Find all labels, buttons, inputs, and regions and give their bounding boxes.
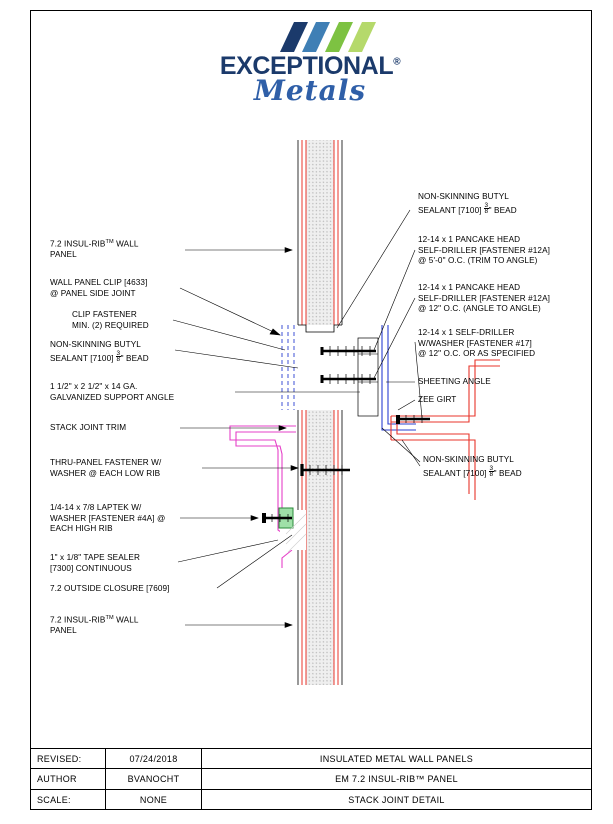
- technical-drawing: [30, 110, 592, 735]
- callout-tape-sealer: 1" x 1/8" TAPE SEALER [7300] CONTINUOUS: [50, 553, 140, 573]
- revised-value: 07/24/2018: [106, 749, 202, 768]
- title-block: [30, 748, 592, 810]
- scale-value: NONE: [106, 790, 202, 810]
- callout-non-skinning-butyl-sealant-left: NON-SKINNING BUTYL SEALANT [7100] $\frac{3}{8}$ " BEAD: [50, 340, 149, 363]
- title-block-row-revised: [31, 749, 591, 769]
- company-logo: [190, 22, 430, 112]
- callout-self-driller-washer-17: 12-14 x 1 SELF-DRILLER W/WASHER [FASTENER #17] @ 12" O.C. OR AS SPECIFIED: [418, 328, 536, 358]
- callout-laptek-fastener: 1/4-14 x 7/8 LAPTEK W/ WASHER [FASTENER #4A] @ EACH HIGH RIB: [50, 503, 166, 533]
- callout-thru-panel-fastener: THRU-PANEL FASTENER W/ WASHER @ EACH LOW RIB: [50, 458, 162, 478]
- logo-registered-mark: ®: [393, 56, 401, 68]
- logo-wordmark-text: EXCEPTIONAL: [219, 52, 394, 80]
- drawing-title-line3: STACK JOINT DETAIL: [348, 794, 445, 805]
- callout-non-skinning-butyl-sealant-top: NON-SKINNING BUTYL SEALANT [7100] $\frac{3}{8}$ " BEAD: [418, 192, 517, 215]
- callout-pancake-head-self-driller-angle: 12-14 x 1 PANCAKE HEAD SELF-DRILLER [FASTENER #12A] @ 12" O.C. (ANGLE TO ANGLE): [418, 283, 551, 313]
- callout-wall-panel-clip: WALL PANEL CLIP [4633] @ PANEL SIDE JOINT: [50, 278, 148, 298]
- title-block-row-author: [31, 769, 591, 789]
- callout-zee-girt: ZEE GIRT: [418, 395, 457, 404]
- author-label: AUTHOR: [31, 769, 106, 788]
- logo-script-text: Metals: [253, 74, 367, 107]
- logo-bars-icon: [280, 22, 385, 52]
- callout-sheeting-angle: SHEETING ANGLE: [418, 377, 491, 386]
- callout-non-skinning-butyl-sealant-bottom: NON-SKINNING BUTYL SEALANT [7100] $\frac{3}{8}$ " BEAD: [423, 455, 522, 478]
- scale-label: SCALE:: [31, 790, 106, 810]
- author-value: BVANOCHT: [106, 769, 202, 788]
- callout-galvanized-support-angle: 1 1/2" x 2 1/2" x 14 GA. GALVANIZED SUPPORT ANGLE: [50, 382, 175, 402]
- callout-insul-rib-wall-panel-bottom: 7.2 INSUL-RIB™ WALL PANEL: [50, 615, 139, 636]
- callout-pancake-head-self-driller-trim: 12-14 x 1 PANCAKE HEAD SELF-DRILLER [FASTENER #12A] @ 5'-0" O.C. (TRIM TO ANGLE): [418, 235, 551, 265]
- callout-outside-closure: 7.2 OUTSIDE CLOSURE [7609]: [50, 584, 170, 593]
- callout-clip-fastener: CLIP FASTENER MIN. (2) REQUIRED: [72, 310, 149, 330]
- drawing-title-line1: INSULATED METAL WALL PANELS: [319, 753, 474, 764]
- drawing-title-line2: EM 7.2 INSUL-RIB™ PANEL: [335, 773, 458, 784]
- callout-insul-rib-wall-panel-top: 7.2 INSUL-RIB™ WALL PANEL: [50, 239, 139, 260]
- revised-label: REVISED:: [31, 749, 106, 768]
- title-block-row-scale: [31, 790, 591, 810]
- callout-stack-joint-trim: STACK JOINT TRIM: [50, 423, 127, 432]
